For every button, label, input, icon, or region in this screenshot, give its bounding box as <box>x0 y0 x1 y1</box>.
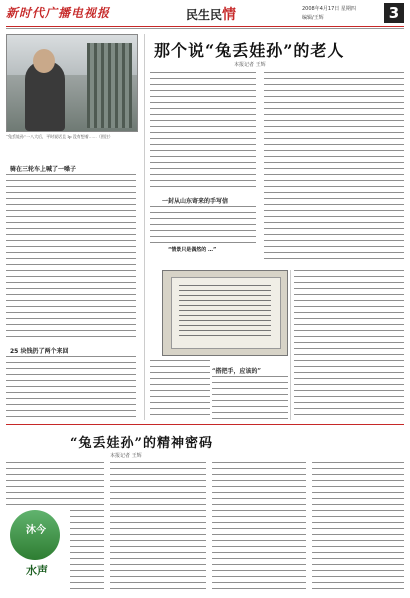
quote-column-lines <box>212 376 288 420</box>
subhead-1: 骑在三轮车上喊了一嗓子 <box>10 166 77 173</box>
quote-column-text <box>212 376 288 420</box>
column-logo <box>6 510 64 590</box>
left-column-text <box>6 174 136 342</box>
bottom-col-2 <box>110 462 206 594</box>
bottom-byline: 本报记者 王辉 <box>110 453 142 459</box>
bottom-col-1b <box>70 510 104 594</box>
column-divider-2 <box>290 270 291 420</box>
center-quote: “情景只是偶然的 …” <box>168 247 217 253</box>
bottom-quote: “搭把手，应该的” <box>212 368 261 375</box>
masthead <box>0 0 410 26</box>
logo-text-bottom: 水声 <box>26 564 48 577</box>
photo-person-head <box>33 49 55 73</box>
newspaper-logo: 新时代广播电视报 <box>6 6 111 20</box>
masthead-rule <box>6 26 404 27</box>
letter-photo <box>162 270 288 356</box>
letter-lines <box>179 285 271 337</box>
top-headline: 那个说“兔丢娃孙”的老人 <box>154 41 345 60</box>
bottom-col-3 <box>212 462 306 594</box>
middle-column-lines-mid <box>150 206 256 244</box>
left-column-text-2 <box>6 356 136 418</box>
subhead-3: 一封从山东寄来的手写信 <box>162 198 229 205</box>
left-column-lines-2 <box>6 356 136 418</box>
issue-date: 2008年4月17日 星期四 <box>302 6 356 12</box>
subhead-2: 25 块钱扔了两个来回 <box>10 348 69 355</box>
middle-column-text-mid <box>150 206 256 244</box>
bottom-col-1b-lines <box>70 510 104 594</box>
logo-text-top: 沐今 <box>26 525 46 536</box>
editor-line: 编辑/王辉 <box>302 15 324 21</box>
right-column-text-lower <box>294 270 404 420</box>
bottom-col-4 <box>312 462 404 594</box>
bottom-col-1a-lines <box>6 462 104 506</box>
right-column-lines-top <box>264 72 404 264</box>
photo-trees <box>87 43 132 128</box>
bottom-col-2-lines <box>110 462 206 594</box>
top-photo <box>6 34 138 132</box>
top-byline: 本报记者 王辉 <box>234 62 266 68</box>
bottom-col-1a <box>6 462 104 506</box>
bottom-headline: “兔丢娃孙”的精神密码 <box>70 436 213 451</box>
section-divider <box>6 424 404 425</box>
middle-column-lines-top <box>150 72 256 190</box>
left-column-lines <box>6 174 136 342</box>
middle-column-text-top <box>150 72 256 190</box>
section-title-accent: 情 <box>222 7 237 23</box>
photo-caption: “兔丢娃孙”一八大后，平时说话且 Ip 没有想着……（图注） <box>6 134 113 139</box>
page-number: 3 <box>384 3 404 23</box>
section-title <box>186 4 236 24</box>
bottom-col-3-lines <box>212 462 306 594</box>
masthead-rule-thin <box>6 28 404 29</box>
bottom-col-4-lines <box>312 462 404 594</box>
section-title-text: 民生民 <box>186 8 223 22</box>
middle-column-text-bottom <box>150 360 210 420</box>
column-divider-1 <box>144 34 145 420</box>
right-column-text-top <box>264 72 404 264</box>
middle-column-lines-bottom <box>150 360 210 420</box>
right-column-lines-lower <box>294 270 404 420</box>
